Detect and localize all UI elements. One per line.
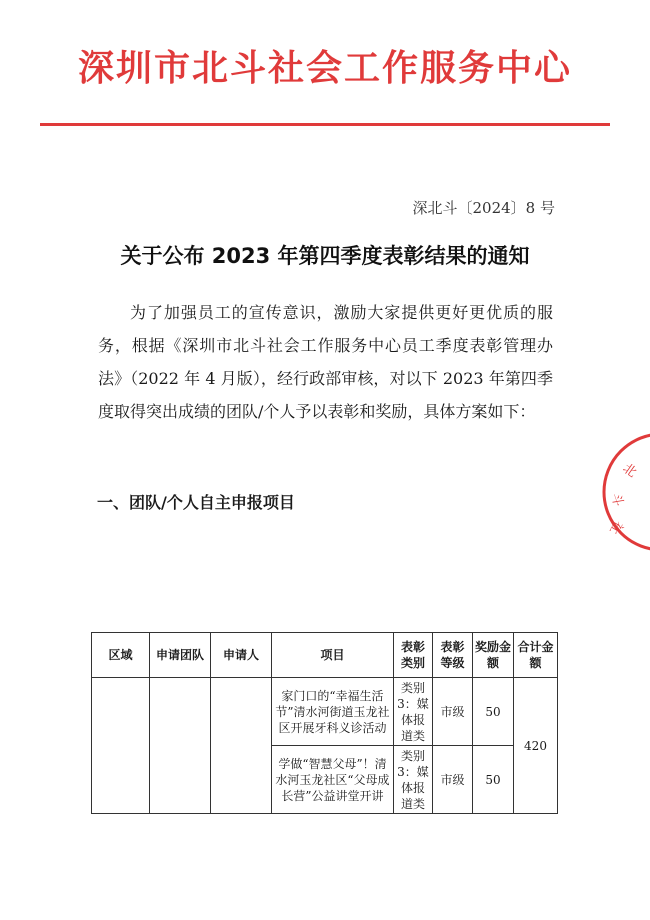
table-row — [92, 678, 558, 746]
letterhead-title: 深圳市北斗社会工作服务中心 — [77, 48, 572, 89]
cell-category: 类别3：媒体报道类 — [394, 746, 433, 814]
svg-text:北: 北 — [619, 460, 639, 481]
header-team: 申请团队 — [150, 633, 211, 678]
document-title: 关于公布 2023 年第四季度表彰结果的通知 — [120, 244, 530, 268]
header-project: 项目 — [272, 633, 394, 678]
cell-project: 家门口的“幸福生活节”清水河街道玉龙社区开展牙科义诊活动 — [272, 678, 394, 746]
letterhead-divider — [40, 123, 610, 126]
header-level: 表彰等级 — [433, 633, 473, 678]
header-region: 区域 — [92, 633, 150, 678]
awards-table — [91, 632, 558, 814]
table-header-row — [92, 633, 558, 678]
cell-total: 420 — [514, 678, 558, 814]
header-applicant: 申请人 — [211, 633, 272, 678]
cell-level: 市级 — [433, 678, 473, 746]
svg-text:斗: 斗 — [608, 492, 626, 508]
document-number: 深北斗〔2024〕8 号 — [412, 199, 555, 217]
cell-amount: 50 — [473, 746, 514, 814]
cell-level: 市级 — [433, 746, 473, 814]
cell-region — [92, 678, 150, 814]
section-heading: 一、团队/个人自主申报项目 — [97, 493, 295, 512]
header-category: 表彰类别 — [394, 633, 433, 678]
official-seal-fragment — [590, 432, 650, 552]
body-text — [98, 296, 553, 428]
cell-project: 学做“智慧父母”！清水河玉龙社区“父母成长营”公益讲堂开讲 — [272, 746, 394, 814]
header-amount: 奖励金额 — [473, 633, 514, 678]
cell-amount: 50 — [473, 678, 514, 746]
svg-text:社: 社 — [606, 518, 626, 537]
cell-team — [150, 678, 211, 814]
body-paragraph: 为了加强员工的宣传意识，激励大家提供更好更优质的服务，根据《深圳市北斗社会工作服务中心员工季度表彰管理办法》（2022 年 4 月版），经行政部审核，对以下 2023 年第四季度取得突出成绩的团队/个人予以表彰和奖励，具体方案如下： — [98, 303, 553, 421]
cell-category: 类别3：媒体报道类 — [394, 678, 433, 746]
header-total: 合计金额 — [514, 633, 558, 678]
cell-applicant — [211, 678, 272, 814]
